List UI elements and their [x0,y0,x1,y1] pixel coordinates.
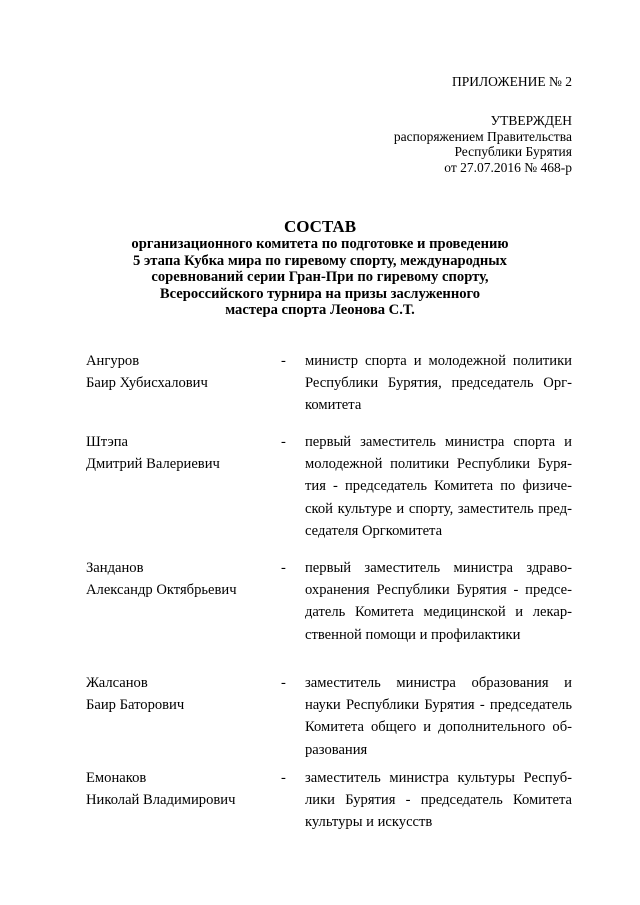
member-surname: Жалсанов [86,675,148,691]
role-line: Комитета общего и дополнительного об- [305,719,572,736]
member-dash: - [281,770,286,786]
role-line: седателя Оргкомитета [305,522,443,539]
role-line: министр спорта и молодежной политики [305,353,572,369]
role-line: первый заместитель министра спорта и [305,434,572,450]
role-line: разования [305,741,368,758]
member-dash: - [281,434,286,450]
document-title: СОСТАВ [283,217,357,236]
role-line: тия - председатель Комитета по физиче- [305,478,572,495]
role-line: Республики Бурятия, председатель Орг- [305,375,572,392]
member-given-names: Баир Баторович [86,697,185,714]
member-surname: Ангуров [86,353,140,369]
document-subtitle [0,236,640,319]
role-line: заместитель министра культуры Респуб- [305,770,572,786]
member-name [86,350,208,394]
subtitle-line: соревнований серии Гран-При по гиревому спорту, [151,269,489,286]
approval-line-approved: УТВЕРЖДЕН [490,113,572,128]
role-line: ственной помощи и профилактики [305,626,521,643]
member-role [305,557,572,646]
member-role [305,672,572,761]
role-line: датель Комитета медицинской и лекар- [305,604,572,621]
member-dash: - [281,560,286,576]
member-surname: Емонаков [86,770,147,786]
approval-line-republic: Республики Бурятия [454,144,572,159]
approval-block [394,113,572,175]
role-line: молодежной политики Республики Буря- [305,456,572,473]
member-given-names: Николай Владимирович [86,792,236,809]
member-surname: Штэпа [86,434,129,450]
member-dash: - [281,353,286,369]
subtitle-line: организационного комитета по подготовке и проведению [131,236,509,252]
role-line: ской культуре и спорту, заместитель пред- [305,500,572,517]
subtitle-line: мастера спорта Леонова С.Т. [225,302,415,319]
member-name [86,672,184,716]
member-given-names: Дмитрий Валериевич [86,456,220,473]
member-role [305,350,572,417]
member-given-names: Баир Хубисхалович [86,375,208,392]
role-line: культуры и искусств [305,814,433,831]
subtitle-line: Всероссийского турнира на призы заслуженного [159,285,481,302]
member-name [86,431,220,475]
member-role [305,431,572,542]
member-role [305,767,572,834]
role-line: охранения Республики Бурятия - предсе- [305,582,572,599]
role-line: комитета [305,397,362,414]
subtitle-line: 5 этапа Кубка мира по гиревому спорту, международных [133,252,507,269]
role-line: заместитель министра образования и [305,675,572,691]
member-name [86,767,235,811]
approval-line-date: от 27.07.2016 № 468-р [444,159,572,175]
approval-line-order: распоряжением Правительства [393,128,572,144]
role-line: первый заместитель министра здраво- [305,560,572,576]
member-dash: - [281,675,286,691]
member-given-names: Александр Октябрьевич [86,582,237,599]
appendix-label: ПРИЛОЖЕНИЕ № 2 [451,74,572,89]
role-line: лики Бурятия - председатель Комитета [305,792,572,809]
member-surname: Занданов [86,560,144,576]
role-line: науки Республики Бурятия - председатель [305,697,572,714]
member-name [86,557,237,601]
